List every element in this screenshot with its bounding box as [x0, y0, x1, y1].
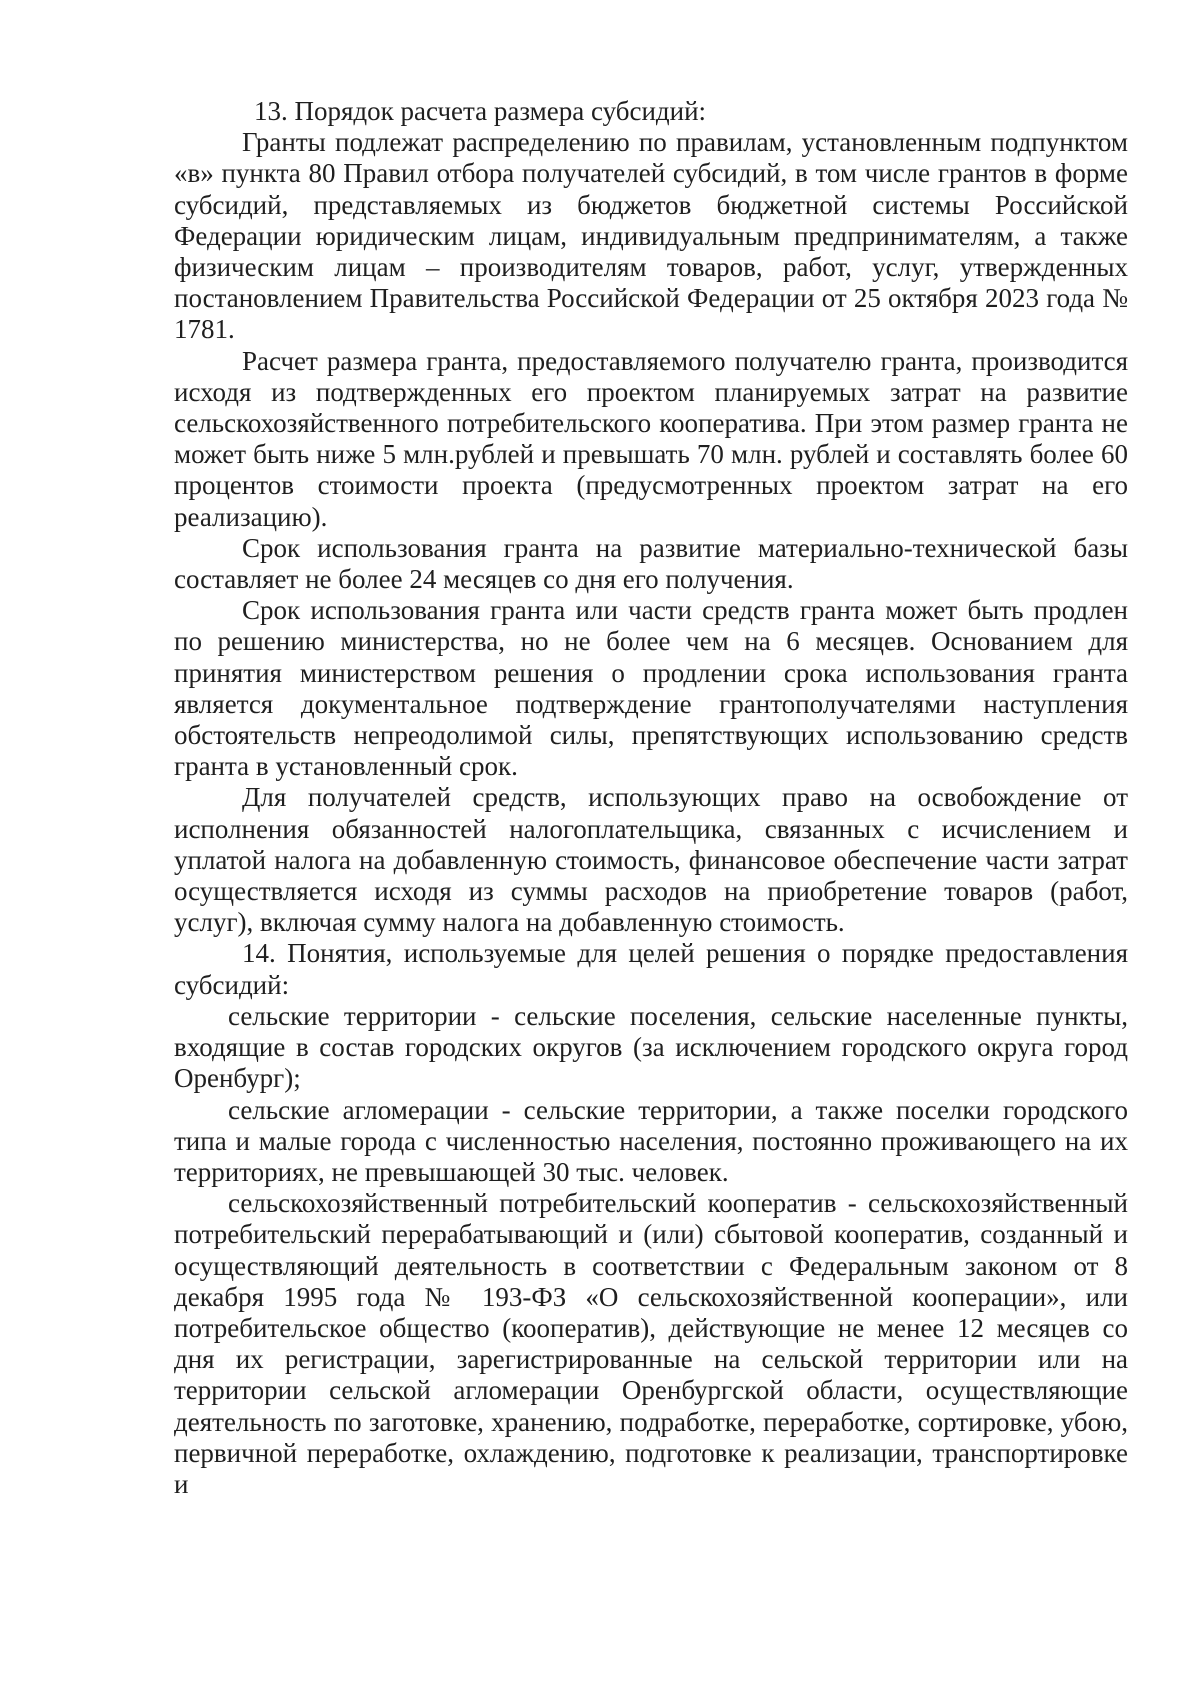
paragraph-grants-distribution: Гранты подлежат распределению по правилам, установленным подпунктом «в» пункта 80 Правил отбора получателей субсидий, в том числе грантов в форме субсидий, представляемых из бюджетов бюджетной системы Российской Федерации юридическим лицам, индивидуальным предпринимателям, а также физическим лицам – производителям товаров, работ, услуг, утвержденных постановлением Правительства Российской Федерации от 25 октября 2023 года № 1781. — [174, 127, 1128, 345]
section-13-heading: 13. Порядок расчета размера субсидий: — [254, 96, 707, 126]
paragraph-grant-extension: Срок использования гранта или части средств гранта может быть продлен по решению министерства, но не более чем на 6 месяцев. Основанием для принятия министерством решения о продлении срока использования гранта является документальное подтверждение грантополучателями наступления обстоятельств непреодолимой силы, препятствующих использованию средств гранта в установленный срок. — [174, 595, 1128, 782]
definition-rural-agglomerations: сельские агломерации - сельские территории, а также поселки городского типа и малые города с численностью населения, постоянно проживающего на их территориях, не превышающей 30 тыс. человек. — [174, 1094, 1128, 1187]
paragraph-vat-exemption: Для получателей средств, использующих право на освобождение от исполнения обязанностей налогоплательщика, связанных с исчислением и уплатой налога на добавленную стоимость, финансовое обеспечение части затрат осуществляется исходя из суммы расходов на приобретение товаров (работ, услуг), включая сумму налога на добавленную стоимость. — [174, 782, 1128, 938]
definition-agricultural-cooperative: сельскохозяйственный потребительский кооператив - сельскохозяйственный потребительский перерабатывающий и (или) сбытовой кооператив, созданный и осуществляющий деятельность в соответствии с Федеральным законом от 8 декабря 1995 года № 193-ФЗ «О сельскохозяйственной кооперации», или потребительское общество (кооператив), действующие не менее 12 месяцев со дня их регистрации, зарегистрированные на сельской территории или на территории сельской агломерации Оренбургской области, осуществляющие деятельность по заготовке, хранению, подработке, переработке, сортировке, убою, первичной переработке, охлаждению, подготовке к реализации, транспортировке и — [174, 1188, 1128, 1499]
paragraph-grant-calculation: Расчет размера гранта, предоставляемого получателю гранта, производится исходя из подтвержденных его проектом планируемых затрат на развитие сельскохозяйственного потребительского кооператива. При этом размер гранта не может быть ниже 5 млн.рублей и превышать 70 млн. рублей и составлять более 60 процентов стоимости проекта (предусмотренных проектом затрат на его реализацию). — [174, 345, 1128, 532]
section-14-heading: 14. Понятия, используемые для целей решения о порядке предоставления субсидий: — [174, 938, 1128, 1000]
paragraph-grant-term: Срок использования гранта на развитие материально-технической базы составляет не более 24 месяцев со дня его получения. — [174, 532, 1128, 595]
document-body — [174, 96, 1128, 1500]
definition-rural-territories: сельские территории - сельские поселения, сельские населенные пункты, входящие в состав городских округов (за исключением городского округа город Оренбург); — [174, 1000, 1128, 1094]
